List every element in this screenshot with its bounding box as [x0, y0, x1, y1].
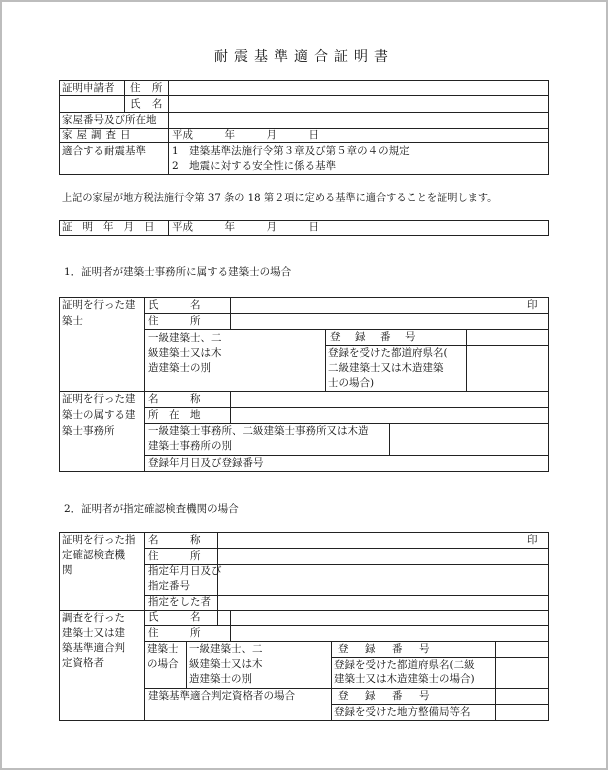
section1-heading: 1．証明者が建築士事務所に属する建築士の場合 — [64, 266, 292, 278]
inspection-date-label: 家屋調査日 — [62, 129, 135, 141]
s1-pref-label-1: 登録を受けた都道府県名( — [328, 347, 448, 359]
s1-class-label-3: 造建築士の別 — [148, 362, 211, 374]
s2-name-label: 名 称 — [148, 534, 201, 546]
s2-agency-label-3: 関 — [62, 564, 73, 576]
s2-inspector-label-1: 調査を行った — [62, 612, 125, 624]
s2-class-label-2: 級建築士又は木 — [189, 658, 263, 670]
s2-judge-reg-no-label: 登 録 番 号 — [338, 690, 433, 702]
s2-designation-date-2: 指定番号 — [148, 580, 190, 592]
s2-reg-no-label: 登 録 番 号 — [338, 643, 433, 655]
s1-address-label: 住 所 — [148, 315, 201, 327]
s2-seal: 印 — [527, 534, 538, 546]
s2-agency-label-2: 定確認検査機 — [62, 549, 125, 561]
s2-bureau-label: 登録を受けた地方整備局等名 — [334, 706, 471, 718]
s2-class-label-3: 造建築士の別 — [189, 673, 252, 685]
standard-label: 適合する耐震基準 — [62, 145, 146, 157]
applicant-address-label: 住 所 — [130, 82, 167, 94]
s1-office-label-3: 築士事務所 — [62, 425, 115, 437]
cert-date-label: 証明年月日 — [62, 221, 165, 233]
s1-office-reg-label: 登録年月日及び登録番号 — [148, 457, 264, 469]
s2-pref-label-2: 建築士又は木造建築士の場合) — [334, 673, 475, 685]
applicant-name-label: 氏 名 — [130, 98, 167, 110]
s2-judge-case: 建築基準適合判定資格者の場合 — [148, 690, 295, 702]
s2-pref-label-1: 登録を受けた都道府県名(二級 — [334, 659, 475, 671]
s2-designator-label: 指定をした者 — [148, 596, 211, 608]
section2-heading: 2．証明者が指定確認検査機関の場合 — [64, 503, 239, 515]
s1-architect-label-1: 証明を行った建 — [62, 299, 136, 311]
s2-agency-label-1: 証明を行った指 — [62, 534, 136, 546]
s1-reg-no-label: 登 録 番 号 — [330, 331, 418, 343]
s2-address-label: 住 所 — [148, 550, 201, 562]
s1-office-class-label-1: 一級建築士事務所、二級建築士事務所又は木造 — [148, 425, 369, 437]
section1-table — [59, 297, 549, 472]
s1-pref-label-3: 士の場合) — [328, 377, 375, 389]
inspection-date-value: 平成 年 月 日 — [172, 129, 319, 141]
s1-class-label-2: 級建築士又は木 — [148, 347, 222, 359]
s1-name-label: 氏 名 — [148, 299, 201, 311]
applicant-label: 証明申請者 — [62, 82, 115, 94]
document-title: 耐震基準適合証明書 — [214, 49, 394, 65]
s2-inspector-label-4: 定資格者 — [62, 657, 104, 669]
s1-architect-label-2: 築士 — [62, 315, 83, 327]
s2-insp-name-label: 氏 名 — [148, 611, 201, 623]
s1-seal: 印 — [527, 299, 538, 311]
s1-office-label-1: 証明を行った建 — [62, 393, 136, 405]
cert-date-value: 平成 年 月 日 — [172, 221, 319, 233]
s2-architect-case-1: 建築士 — [147, 643, 179, 655]
s2-designation-date-1: 指定年月日及び — [148, 565, 222, 577]
s2-inspector-label-3: 築基準適合判 — [62, 642, 125, 654]
s2-class-label-1: 一級建築士、二 — [189, 643, 263, 655]
certify-text: 上記の家屋が地方税法施行令第 37 条の 18 第２項に定める基準に適合することを証明します。 — [62, 193, 498, 204]
s1-office-location-label: 所 在 地 — [148, 409, 201, 421]
standard-item-1: 1 建築基準法施行令第３章及び第５章の４の規定 — [172, 145, 410, 157]
s1-office-class-label-2: 建築士事務所の別 — [148, 440, 232, 452]
section2-table — [59, 532, 549, 721]
s1-class-label-1: 一級建築士、二 — [148, 332, 222, 344]
s1-pref-label-2: 二級建築士又は木造建築 — [328, 362, 444, 374]
s2-architect-case-2: の場合 — [147, 658, 179, 670]
s2-insp-address-label: 住 所 — [148, 627, 201, 639]
house-number-label: 家屋番号及び所在地 — [62, 114, 157, 126]
standard-item-2: 2 地震に対する安全性に係る基準 — [172, 160, 337, 172]
s1-office-name-label: 名 称 — [148, 393, 201, 405]
s2-inspector-label-2: 建築士又は建 — [62, 627, 125, 639]
s1-office-label-2: 築士の属する建 — [62, 409, 136, 421]
